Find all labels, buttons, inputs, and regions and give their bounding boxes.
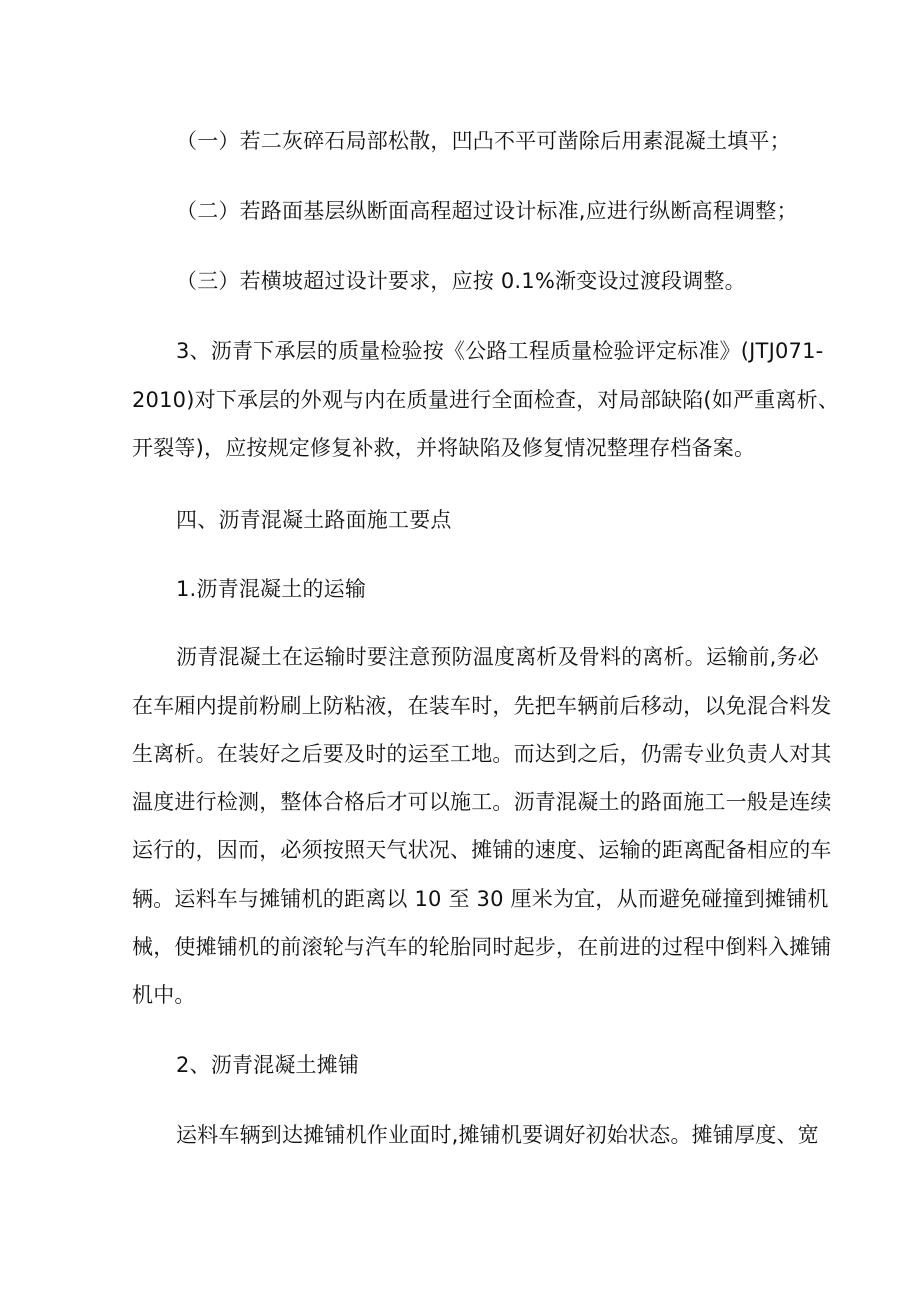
subsection-heading: 2、沥青混凝土摊铺	[176, 1053, 360, 1077]
section-heading: 四、沥青混凝土路面施工要点	[176, 508, 452, 532]
paragraph-line: 沥青混凝土在运输时要注意预防温度离析及骨料的离析。运输前,务必	[176, 645, 819, 669]
item-one-text: （一）若二灰碎石局部松散，凹凸不平可凿除后用素混凝土填平；	[176, 129, 791, 153]
paragraph-line: 运料车辆到达摊铺机作业面时,摊铺机要调好初始状态。摊铺厚度、宽	[176, 1123, 819, 1147]
paragraph-line: 械，使摊铺机的前滚轮与汽车的轮胎同时起步，在前进的过程中倒料入摊铺	[132, 935, 832, 959]
paragraph-line: 在车厢内提前粉刷上防粘液，在装车时，先把车辆前后移动，以免混合料发	[132, 694, 832, 718]
paragraph-line: 2010)对下承层的外观与内在质量进行全面检查，对局部缺陷(如严重离析、	[132, 388, 840, 412]
paragraph-line: 运行的，因而，必须按照天气状况、摊铺的速度、运输的距离配备相应的车	[132, 838, 832, 862]
item-two-text: （二）若路面基层纵断面高程超过设计标准,应进行纵断高程调整；	[176, 199, 798, 223]
subsection-heading: 1.沥青混凝土的运输	[176, 577, 367, 601]
paragraph-line: 温度进行检测，整体合格后才可以施工。沥青混凝土的路面施工一般是连续	[132, 790, 832, 814]
paragraph-line: 生离析。在装好之后要及时的运至工地。而达到之后，仍需专业负责人对其	[132, 742, 832, 766]
paragraph-line: 开裂等)，应按规定修复补救，并将缺陷及修复情况整理存档备案。	[132, 436, 756, 460]
paragraph-line: 机中。	[132, 983, 196, 1007]
paragraph-line: 辆。运料车与摊铺机的距离以 10 至 30 厘米为宜，从而避免碰撞到摊铺机	[132, 887, 829, 911]
paragraph-line: 3、沥青下承层的质量检验按《公路工程质量检验评定标准》(JTJ071-	[176, 339, 824, 363]
item-three-text: （三）若横坡超过设计要求，应按 0.1%渐变设过渡段调整。	[176, 269, 746, 293]
